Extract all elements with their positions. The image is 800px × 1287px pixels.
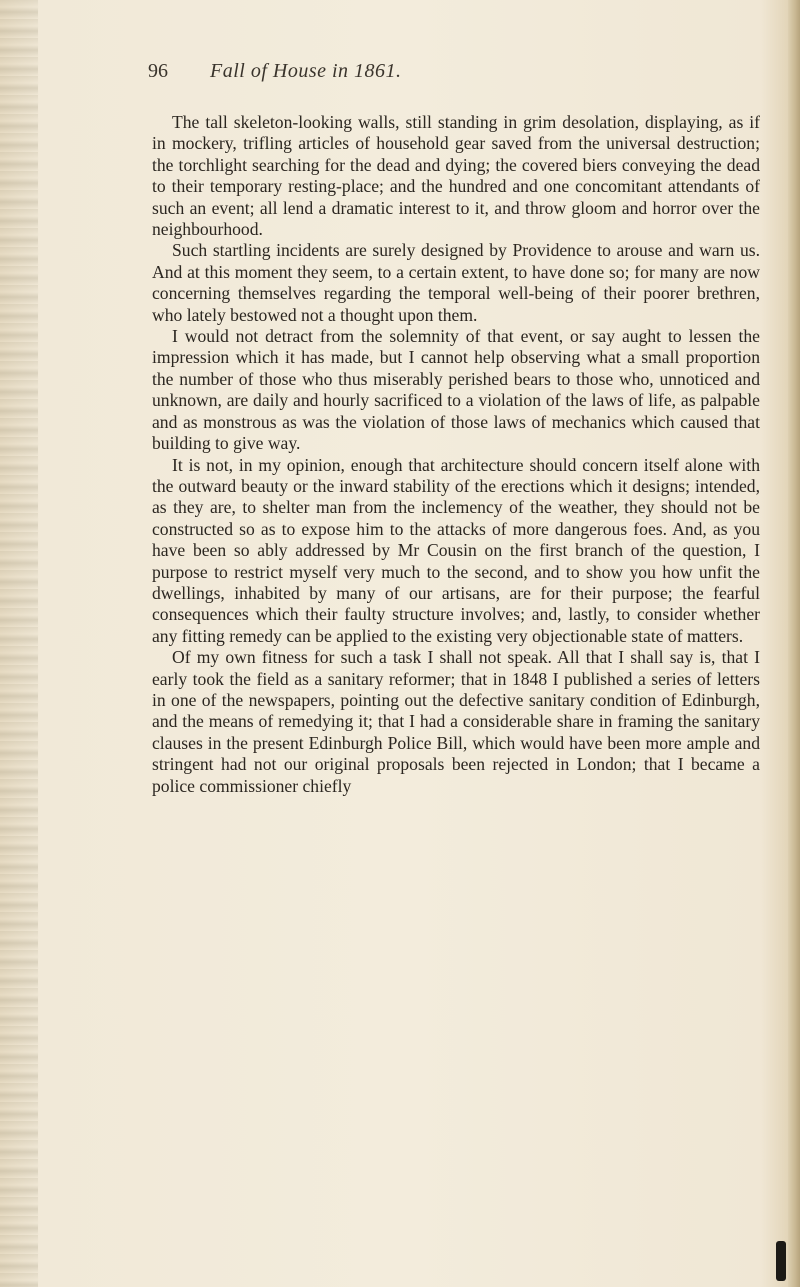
paragraph: It is not, in my opinion, enough that architecture should concern itself alone with the outward beauty or the inward stability of the erections which it designs; intended, as they are, to shelter man from the inclemency of the weather, they should not be constructed so as to expose him to the attacks of more dangerous foes. And, as you have been so ably addressed by Mr Cousin on the first branch of the question, I purpose to restrict myself very much to the second, and to show you how unfit the dwellings, inhabited by many of our artisans, are for their purpose; the fearful consequences which their faulty structure involves; and, lastly, to consider whether any fitting remedy can be applied to the existing very objectionable state of matters.	[152, 454, 760, 646]
page-corner-shadow	[776, 1241, 786, 1281]
page-number: 96	[148, 60, 168, 82]
page-edge	[788, 0, 800, 1287]
paragraph: Such startling incidents are surely designed by Providence to arouse and warn us. And at this moment they seem, to a certain extent, to have done so; for many are now concerning themselves regarding the temporal well-being of their poorer brethren, who lately bestowed not a thought upon them.	[152, 240, 760, 325]
page-header	[148, 60, 748, 90]
paragraph: The tall skeleton-looking walls, still standing in grim desolation, displaying, as if in mockery, trifling articles of household gear saved from the universal destruction; the torchlight searching for the dead and dying; the covered biers conveying the dead to their temporary resting-place; and the hundred and one concomitant attendants of such an event; all lend a dramatic interest to it, and throw gloom and horror over the neighbourhood.	[152, 112, 760, 240]
body-text	[152, 112, 760, 797]
paragraph: Of my own fitness for such a task I shall not speak. All that I shall say is, that I early took the field as a sanitary reformer; that in 1848 I published a series of letters in one of the newspapers, pointing out the defective sanitary condition of Edinburgh, and the means of remedying it; that I had a considerable share in framing the sanitary clauses in the present Edinburgh Police Bill, which would have been more ample and stringent had not our original proposals been rejected in London; that I became a police commissioner chiefly	[152, 647, 760, 796]
paragraph: I would not detract from the solemnity of that event, or say aught to lessen the impression which it has made, but I cannot help observing what a small proportion the number of those who thus miserably perished bears to those who, unnoticed and unknown, are daily and hourly sacrificed to a violation of the laws of life, as palpable and as monstrous as was the violation of those laws of mechanics which caused that building to give way.	[152, 326, 760, 454]
binding-gutter	[0, 0, 38, 1287]
running-title: Fall of House in 1861.	[210, 60, 402, 82]
